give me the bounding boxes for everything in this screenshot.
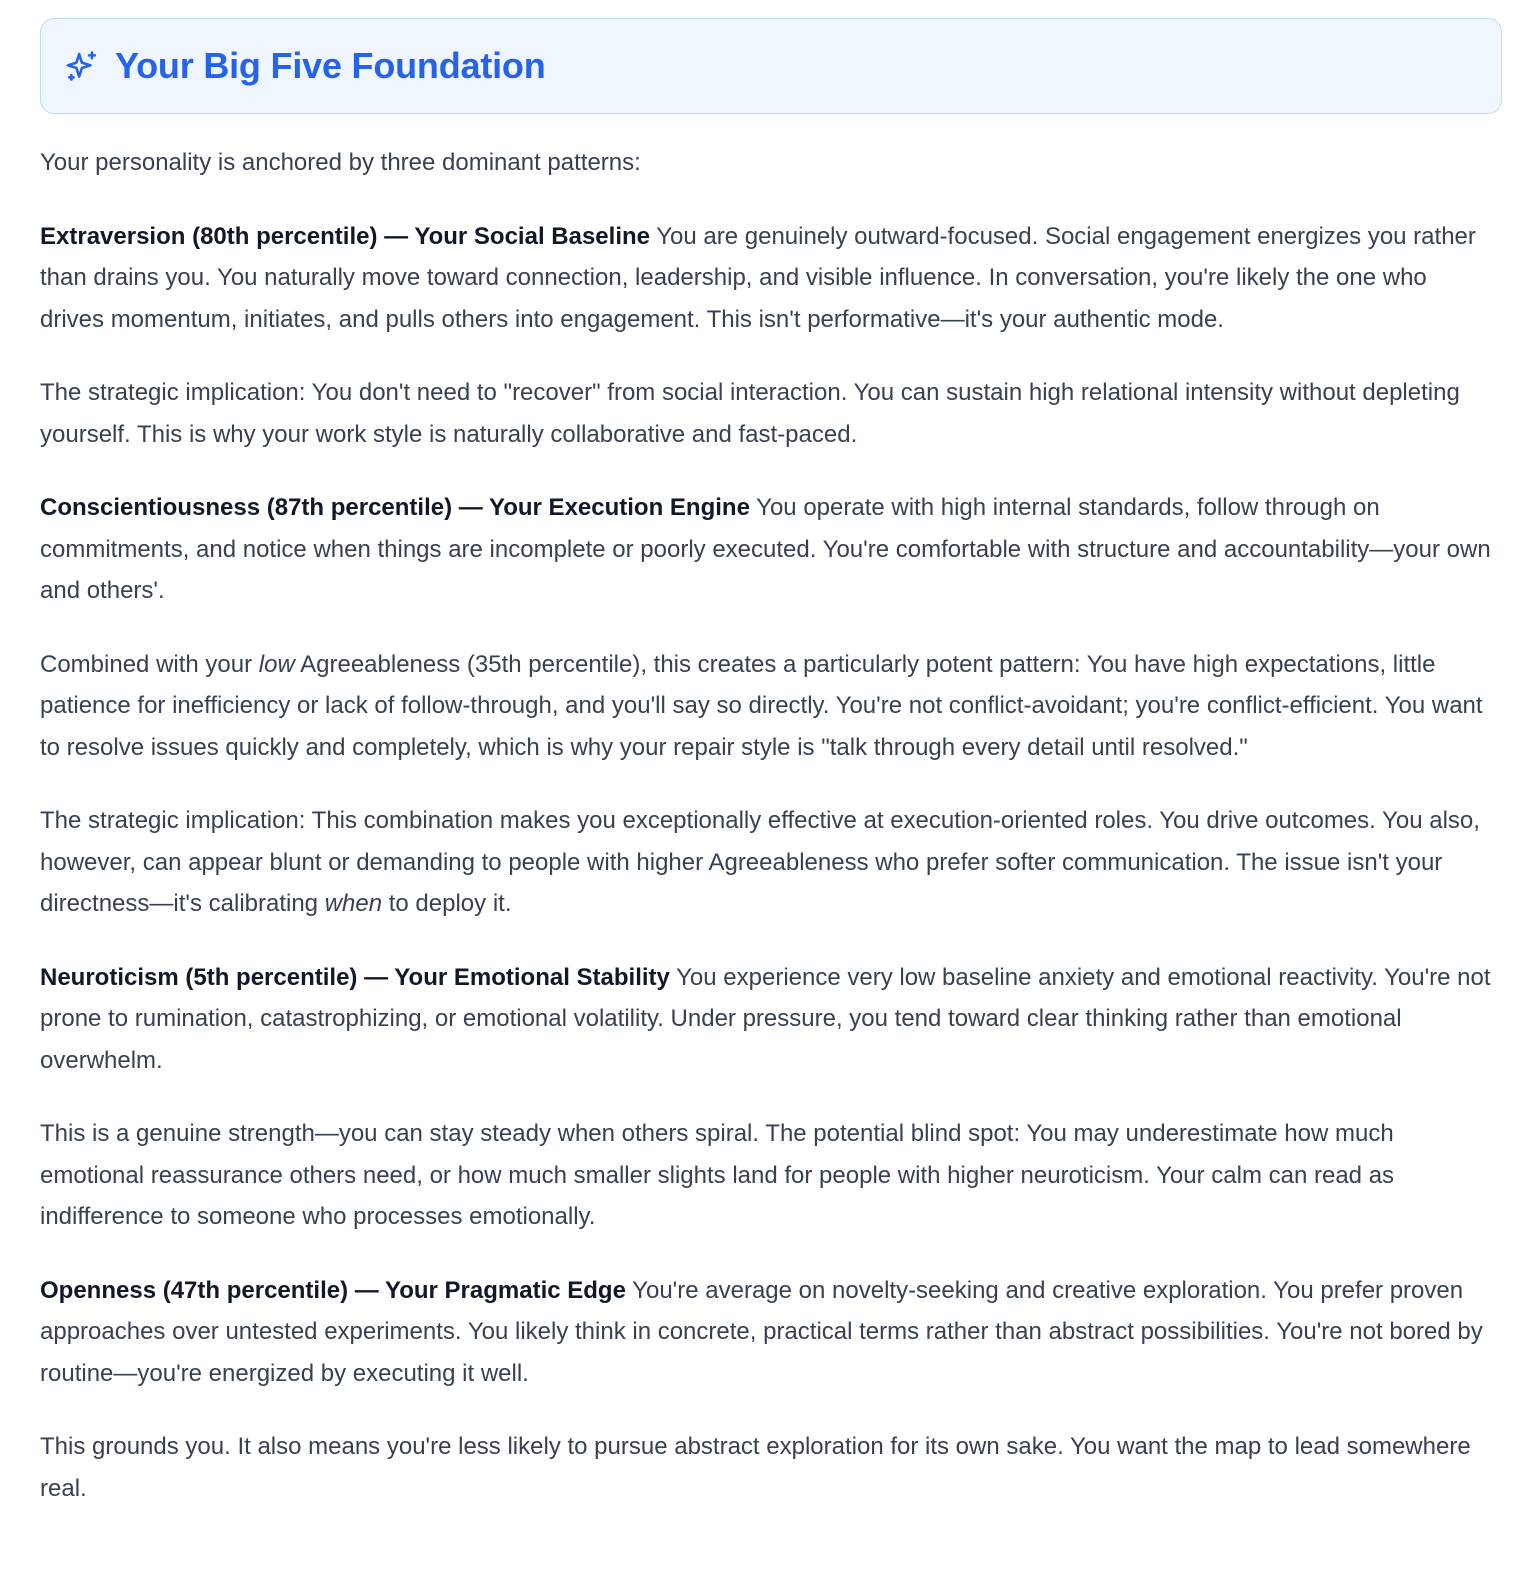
combined-emphasis: low: [258, 650, 295, 678]
openness-implication: This grounds you. It also means you're less likely to pursue abstract exploration for its own sake. You want the map to lead somewhere real.: [40, 1433, 1471, 1502]
neuroticism-text: You experience very low baseline anxiety and emotional reactivity. You're not prone to rumination, catastrophizing, or emotional volatility. Under pressure, you tend toward clear thinking rather than emotional overwhelm.: [40, 963, 1491, 1074]
implication-text-end: to deploy it.: [382, 890, 512, 917]
sparkles-icon: [65, 49, 99, 83]
section-header: [40, 18, 1502, 114]
neuroticism-paragraph: [40, 957, 1494, 1082]
extraversion-text: You are genuinely outward-focused. Social engagement energizes you rather than drains you. You naturally move toward connection, leadership, and visible influence. In conversation, you're likely the one who drives momentum, initiates, and pulls others into engagement. This isn't performative—it's your authentic mode.: [40, 222, 1476, 333]
conscientiousness-implication: [40, 800, 1494, 925]
extraversion-paragraph: [40, 216, 1494, 341]
openness-text: You're average on novelty-seeking and creative exploration. You prefer proven approaches over untested experiments. You likely think in concrete, practical terms rather than abstract possibilities. You're not bored by routine—you're energized by executing it well.: [40, 1276, 1483, 1387]
implication-emphasis: when: [324, 890, 383, 917]
conscientiousness-paragraph: [40, 487, 1494, 612]
combined-text-start: Combined with your: [40, 650, 259, 678]
conscientiousness-text: You operate with high internal standards, follow through on commitments, and notice when things are incomplete or poorly executed. You're comfortable with structure and accountability—your own and others'.: [40, 494, 1491, 604]
agreeableness-combined-paragraph: [40, 644, 1494, 769]
page-title: Your Big Five Foundation: [115, 45, 546, 86]
neuroticism-implication: This is a genuine strength—you can stay steady when others spiral. The potential blind spot: You may underestimate how much emotional reassurance others need, or how much smaller slights land for people with higher neuroticism. Your calm can read as indifference to someone who processes emotionally.: [40, 1120, 1395, 1230]
report-body: [40, 142, 1502, 1509]
openness-heading: Openness (47th percentile) — Your Pragmatic Edge: [40, 1276, 626, 1304]
extraversion-implication: The strategic implication: You don't need to "recover" from social interaction. You can sustain high relational intensity without depleting yourself. This is why your work style is naturally collaborative and fast-paced.: [40, 379, 1460, 448]
openness-paragraph: [40, 1270, 1494, 1395]
extraversion-heading: Extraversion (80th percentile) — Your Social Baseline: [40, 222, 650, 250]
implication-text-start: The strategic implication: This combination makes you exceptionally effective at execution-oriented roles. You drive outcomes. You also, however, can appear blunt or demanding to people with higher Agreeableness who prefer softer communication. The issue isn't your directness—it's calibrating: [40, 807, 1480, 917]
conscientiousness-heading: Conscientiousness (87th percentile) — Your Execution Engine: [40, 494, 750, 521]
neuroticism-heading: Neuroticism (5th percentile) — Your Emotional Stability: [40, 963, 670, 991]
intro-paragraph: Your personality is anchored by three dominant patterns:: [40, 149, 641, 176]
combined-text-end: Agreeableness (35th percentile), this creates a particularly potent pattern: You have high expectations, little patience for inefficiency or lack of follow-through, and you'll say so directly. You're not conflict-avoidant; you're conflict-efficient. You want to resolve issues quickly and completely, which is why your repair style is "talk through every detail until resolved.": [40, 650, 1483, 761]
